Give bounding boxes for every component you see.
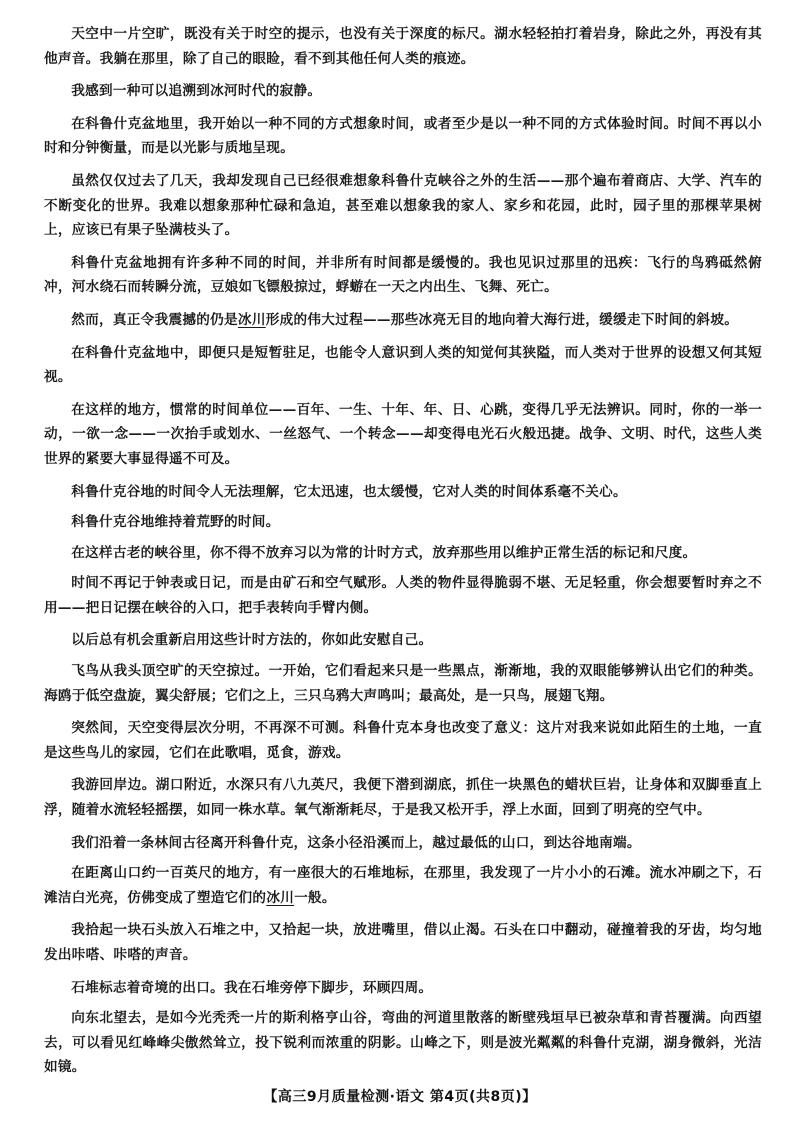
underlined-term: 冰川 [266,889,295,906]
page-footer: 【高三9月质量检测·语文 第4页(共8页)】 [263,1089,537,1105]
paragraph: 飞鸟从我头顶空旷的天空掠过。一开始，它们看起来只是一些黑点，渐渐地，我的双眼能够辨认出它们的种类。海鸥于低空盘旋，翼尖舒展；它们之上，三只乌鸦大声鸣叫；最高处，是一只鸟，展翅飞翔。 [44,663,762,704]
paragraph: 时间不再记于钟表或日记，而是由矿石和空气赋形。人类的物件显得脆弱不堪、无足轻重，你会想要暂时弃之不用——把日记摆在峡谷的入口，把手表转向手臂内侧。 [44,575,762,616]
text-run: 一般。 [294,889,336,906]
paragraph: 向东北望去，是如今光秃秃一片的斯利格亨山谷，弯曲的河道里散落的断壁残垣早已被杂草和青苔覆满。向西望去，可以看见红峰峰尖傲然耸立，投下锐利而浓重的阴影。山峰之下，则是波光粼粼的科鲁什克湖，湖身微斜，光洁如镜。 [44,1010,762,1076]
paragraph: 石堆标志着奇境的出口。我在石堆旁停下脚步，环顾四周。 [71,979,433,996]
paragraph-with-underline [44,861,762,910]
text-run: 形成的伟大过程——那些冰亮无目的地向着大海行进，缓缓走下时间的斜坡。 [265,311,739,328]
paragraph: 我感到一种可以追溯到冰河时代的寂静。 [71,83,322,100]
underlined-term: 冰川 [237,311,266,328]
text-run: 然而，真正令我震撼的仍是 [71,311,238,328]
paragraph: 科鲁什克盆地拥有许多种不同的时间，并非所有时间都是缓慢的。我也见识过那里的迅疾：飞行的鸟鸦砥然俯冲，河水绕石而转瞬分流，豆娘如飞镖般掠过，蜉蝣在一天之内出生、飞舞、死亡。 [44,254,762,296]
paragraph: 在这样古老的峡谷里，你不得不放弃习以为常的计时方式，放弃那些用以维护正常生活的标记和尺度。 [71,544,697,561]
paragraph: 我拾起一块石头放入石堆之中，又拾起一块，放进嘴里，借以止渴。石头在口中翻动，碰撞着我的牙齿，均匀地发出咔嗒、咔嗒的声音。 [44,922,762,963]
passage-text [44,22,762,1088]
paragraph-with-underline [44,308,762,333]
paragraph: 在科鲁什克盆地里，我开始以一种不同的方式想象时间，或者至少是以一种不同的方式体验时间。时间不再以小时和分钟衡量，而是以光影与质地呈现。 [44,115,762,157]
paragraph: 在这样的地方，惯常的时间单位——百年、一生、十年、年、日、心跳，变得几乎无法辨识。同时，你的一举一动，一欲一念——一次抬手或划水、一丝怒气、一个转念——却变得电光石火般迅捷。战争、文明、时代，这些人类世界的紧要大事显得遥不可及。 [44,401,762,467]
paragraph: 科鲁什克谷地的时间令人无法理解，它太迅速，也太缓慢，它对人类的时间体系毫不关心。 [71,483,627,500]
paragraph: 突然间，天空变得层次分明，不再深不可测。科鲁什克本身也改变了意义：这片对我来说如此陌生的土地，一直是这些鸟儿的家园，它们在此歌唱，觅食，游戏。 [44,720,762,761]
paragraph: 以后总有机会重新启用这些计时方法的，你如此安慰自己。 [71,632,433,649]
paragraph: 我游回岸边。湖口附近，水深只有八九英尺，我便下潜到湖底，抓住一块黑色的蜡状巨岩，让身体和双脚垂直上浮，随着水流轻轻摇摆，如同一株水草。氧气渐渐耗尽，于是我又松开手，浮上水面，回到了明亮的空气中。 [44,777,762,819]
text-run: 在距离山口约一百英尺的地方，有一座很大的石堆地标，在那里，我发现了一片小小的石滩。流水冲刷之下，石滩洁白光亮，仿佛变成了塑造它们的 [44,865,762,906]
paragraph: 天空中一片空旷，既没有关于时空的提示，也没有关于深度的标尺。湖水轻轻拍打着岩身，除此之外，再没有其他声音。我躺在那里，除了自己的眼睑，看不到其他任何人类的痕迹。 [44,26,762,67]
paragraph: 科鲁什克谷地维持着荒野的时间。 [71,514,280,531]
paragraph: 我们沿着一条林间古径离开科鲁什克，这条小径沿溪而上，越过最低的山口，到达谷地南端。 [71,834,641,851]
paragraph: 虽然仅仅过去了几天，我却发现自己已经很难想象科鲁什克峡谷之外的生活——那个遍布着商店、大学、汽车的不断变化的世界。我难以想象那种忙碌和急迫，甚至难以想象我的家人、家乡和花园，此时，园子里的那棵苹果树上，应该已有果子坠满枝头了。 [44,172,762,239]
paragraph: 在科鲁什克盆地中，即便只是短暂驻足，也能令人意识到人类的知觉何其狭隘，而人类对于世界的设想又何其短视。 [44,344,762,386]
